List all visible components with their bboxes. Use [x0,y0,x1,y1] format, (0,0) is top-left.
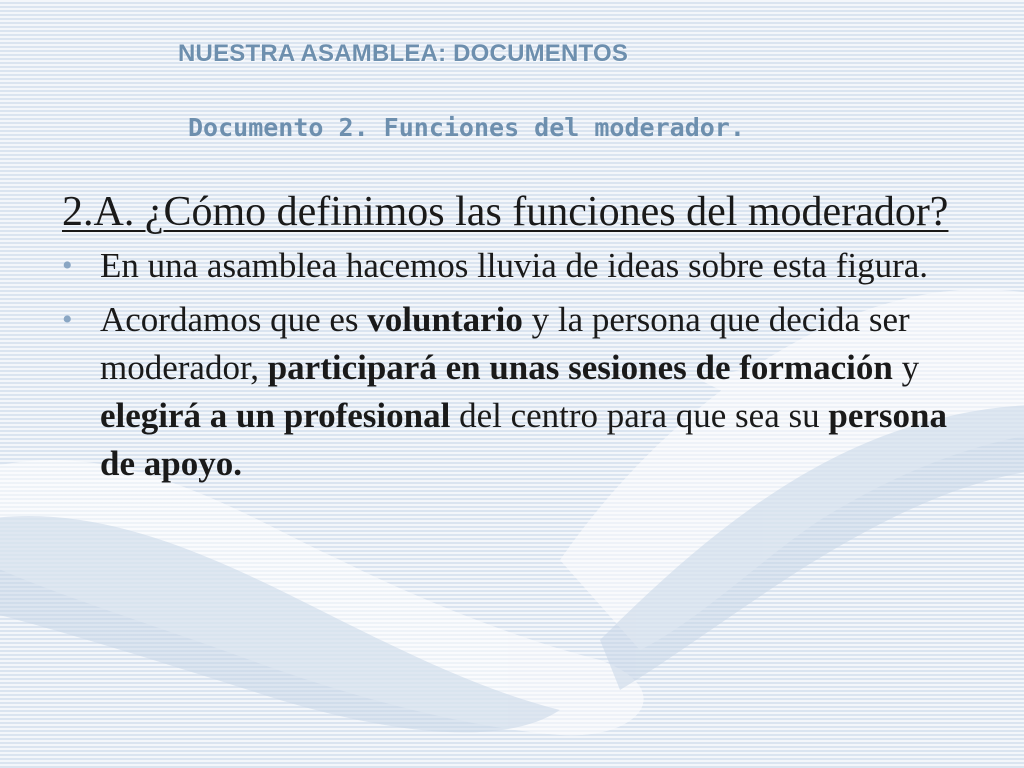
list-item [62,296,962,488]
bullet-text: En una asamblea hacemos lluvia de ideas sobre esta figura. [100,246,929,285]
section-heading: 2.A. ¿Cómo definimos las funciones del moderador? [62,189,949,235]
list-item [62,242,962,290]
bullet-icon: • [62,249,73,282]
slide-content [62,186,962,494]
document-subtitle: Documento 2. Funciones del moderador. [188,113,745,142]
bullet-icon: • [62,303,73,336]
bullet-text: Acordamos que es voluntario y la persona que decida ser moderador, participará en unas sesiones de formación y elegirá a un profesional del centro para que sea su persona de apoyo. [100,300,947,483]
page-title: NUESTRA ASAMBLEA: DOCUMENTOS [178,40,629,67]
bullet-list [62,242,962,488]
